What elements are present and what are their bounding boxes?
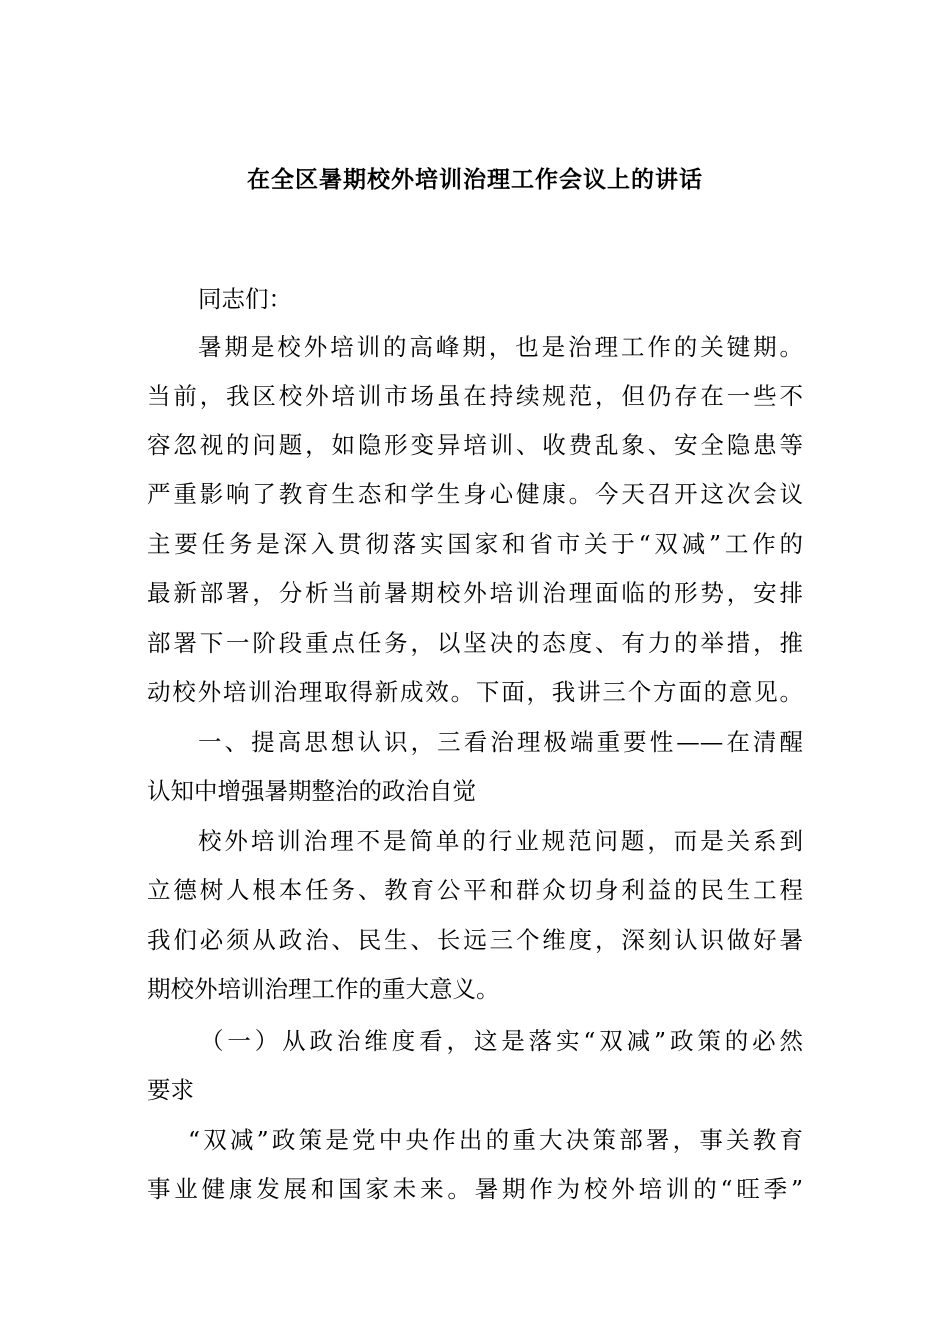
body-text-line: 动校外培训治理取得新成效。下面，我讲三个方面的意见。 [147, 678, 803, 706]
subsection-heading-line: （一）从政治维度看，这是落实“双减”政策的必然 [200, 1027, 803, 1055]
body-text-line: 严重影响了教育生态和学生身心健康。今天召开这次会议 [147, 480, 803, 508]
body-text-line: 我们必须从政治、民生、长远三个维度，深刻认识做好暑 [147, 926, 803, 954]
body-text-line: 校外培训治理不是简单的行业规范问题，而是关系到 [198, 827, 803, 855]
subsection-heading-line: 要求 [147, 1076, 194, 1104]
body-text-line: 主要任务是深入贯彻落实国家和省市关于“双减”工作的 [147, 530, 803, 558]
body-text-line: “双减”政策是党中央作出的重大决策部署，事关教育 [188, 1126, 803, 1154]
body-text-line: 事业健康发展和国家未来。暑期作为校外培训的“旺季” [147, 1175, 803, 1203]
body-text-line: 容忽视的问题，如隐形变异培训、收费乱象、安全隐患等 [147, 431, 803, 459]
body-text-line: 当前，我区校外培训市场虽在持续规范，但仍存在一些不 [147, 382, 803, 410]
body-text-line: 立德树人根本任务、教育公平和群众切身利益的民生工程 [147, 876, 803, 904]
body-text-line: 期校外培训治理工作的重大意义。 [147, 975, 500, 1003]
body-text-line: 最新部署，分析当前暑期校外培训治理面临的形势，安排 [147, 579, 803, 607]
body-text-line: 暑期是校外培训的高峰期，也是治理工作的关键期。 [198, 333, 803, 361]
salutation-line: 同志们： [198, 285, 292, 313]
body-text-line: 部署下一阶段重点任务，以坚决的态度、有力的举措，推 [147, 629, 803, 657]
section-heading-line: 认知中增强暑期整治的政治自觉 [147, 777, 476, 805]
document-title: 在全区暑期校外培训治理工作会议上的讲话 [247, 167, 703, 193]
section-heading-line: 一、提高思想认识，三看治理极端重要性——在清醒 [198, 728, 803, 756]
